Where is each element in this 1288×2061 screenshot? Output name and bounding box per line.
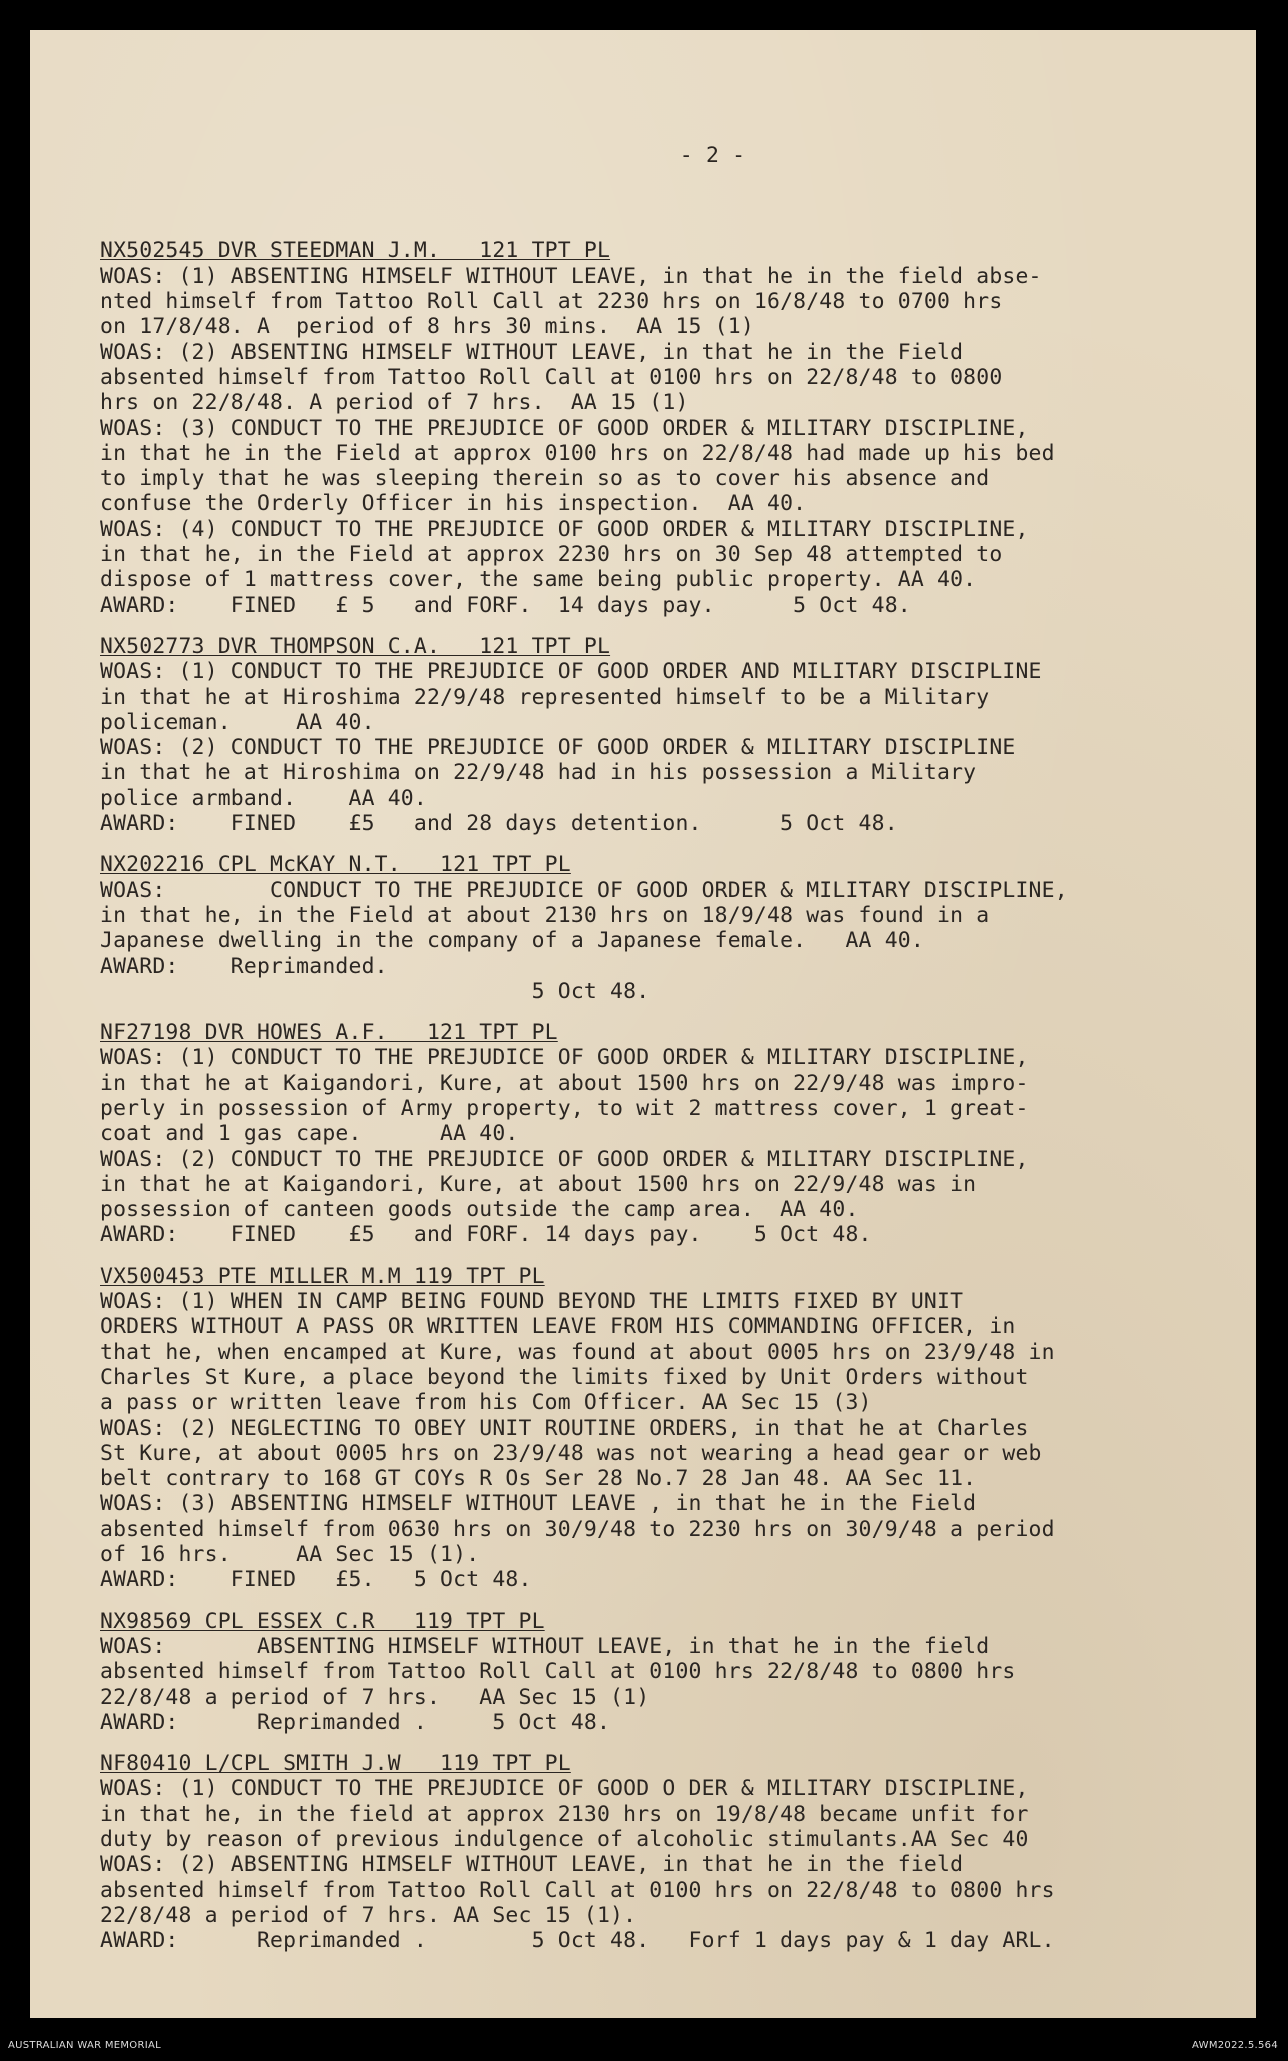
offence-entry — [100, 1020, 1215, 1248]
charge-line: perly in possession of Army property, to wit 2 mattress cover, 1 great- — [100, 1095, 1029, 1121]
charge-line: on 17/8/48. A period of 8 hrs 30 mins. AA 15 (1) — [100, 314, 754, 340]
charge-line: WOAS: (3) ABSENTING HIMSELF WITHOUT LEAVE , in that he in the Field — [100, 1491, 977, 1517]
charge-line: WOAS: (1) CONDUCT TO THE PREJUDICE OF GOOD O DER & MILITARY DISCIPLINE, — [100, 1776, 1029, 1802]
offence-entry — [100, 634, 1215, 836]
soldier-heading: VX500453 PTE MILLER M.M 119 TPT PL — [100, 1263, 545, 1289]
offence-entry — [100, 1609, 1215, 1735]
offence-entry — [100, 1264, 1215, 1593]
charge-line: to imply that he was sleeping therein so as to cover his absence and — [100, 466, 990, 492]
offence-entries — [100, 238, 1215, 1953]
charge-line: 22/8/48 a period of 7 hrs. AA Sec 15 (1). — [100, 1902, 637, 1928]
charge-line: 5 Oct 48. — [100, 978, 650, 1004]
charge-line: policeman. AA 40. — [100, 709, 375, 735]
charge-line: WOAS: (2) CONDUCT TO THE PREJUDICE OF GOOD ORDER & MILITARY DISCIPLINE — [100, 735, 1016, 761]
charge-line: a pass or written leave from his Com Officer. AA Sec 15 (3) — [100, 1390, 872, 1416]
award-line: AWARD: FINED £5 and 28 days detention. 5 Oct 48. — [100, 811, 898, 837]
soldier-heading: NX502773 DVR THOMPSON C.A. 121 TPT PL — [100, 633, 611, 659]
charge-line: absented himself from Tattoo Roll Call at 0100 hrs on 22/8/48 to 0800 — [100, 364, 1003, 390]
soldier-heading: NX502545 DVR STEEDMAN J.M. 121 TPT PL — [100, 238, 611, 264]
soldier-heading: NX98569 CPL ESSEX C.R 119 TPT PL — [100, 1608, 545, 1634]
footer-catalogue-id: AWM2022.5.564 — [1192, 2040, 1278, 2051]
page-number: - 2 - — [679, 142, 746, 168]
charge-line: WOAS: (2) ABSENTING HIMSELF WITHOUT LEAVE, in that he in the field — [100, 1852, 964, 1878]
typed-text — [100, 92, 1215, 1995]
charge-line: that he, when encamped at Kure, was found at about 0005 hrs on 23/9/48 in — [100, 1339, 1055, 1365]
charge-line: police armband. AA 40. — [100, 785, 427, 811]
charge-line: in that he at Kaigandori, Kure, at about 1500 hrs on 22/9/48 was impro- — [100, 1070, 1029, 1096]
charge-line: ORDERS WITHOUT A PASS OR WRITTEN LEAVE FROM HIS COMMANDING OFFICER, in — [100, 1314, 1016, 1340]
charge-line: in that he, in the field at approx 2130 hrs on 19/8/48 became unfit for — [100, 1801, 1029, 1827]
charge-line: WOAS: (2) CONDUCT TO THE PREJUDICE OF GOOD ORDER & MILITARY DISCIPLINE, — [100, 1146, 1029, 1172]
charge-line: in that he at Kaigandori, Kure, at about 1500 hrs on 22/9/48 was in — [100, 1171, 977, 1197]
charge-line: dispose of 1 mattress cover, the same being public property. AA 40. — [100, 567, 977, 593]
offence-entry — [100, 1751, 1215, 1953]
charge-line: in that he in the Field at approx 0100 hrs on 22/8/48 had made up his bed — [100, 440, 1055, 466]
charge-line: possession of canteen goods outside the camp area. AA 40. — [100, 1197, 859, 1223]
charge-line: WOAS: CONDUCT TO THE PREJUDICE OF GOOD ORDER & MILITARY DISCIPLINE, — [100, 877, 1068, 903]
charge-line: duty by reason of previous indulgence of alcoholic stimulants.AA Sec 40 — [100, 1827, 1029, 1852]
charge-line: absented himself from Tattoo Roll Call at 0100 hrs on 22/8/48 to 0800 hrs — [100, 1877, 1055, 1903]
charge-line: in that he, in the Field at about 2130 hrs on 18/9/48 was found in a — [100, 902, 990, 928]
award-line: AWARD: Reprimanded . 5 Oct 48. Forf 1 days pay & 1 day ARL. — [100, 1928, 1055, 1954]
charge-line: WOAS: (1) WHEN IN CAMP BEING FOUND BEYOND THE LIMITS FIXED BY UNIT — [100, 1289, 964, 1315]
charge-line: WOAS: ABSENTING HIMSELF WITHOUT LEAVE, in that he in the field — [100, 1633, 990, 1659]
charge-line: Japanese dwelling in the company of a Japanese female. AA 40. — [100, 928, 924, 954]
charge-line: WOAS: (1) ABSENTING HIMSELF WITHOUT LEAVE, in that he in the field abse- — [100, 263, 1042, 289]
charge-line: confuse the Orderly Officer in his inspection. AA 40. — [100, 491, 807, 517]
charge-line: WOAS: (4) CONDUCT TO THE PREJUDICE OF GOOD ORDER & MILITARY DISCIPLINE, — [100, 516, 1029, 542]
charge-line: absented himself from Tattoo Roll Call at 0100 hrs 22/8/48 to 0800 hrs — [100, 1659, 1016, 1685]
charge-line: WOAS: (2) ABSENTING HIMSELF WITHOUT LEAVE, in that he in the Field — [100, 339, 964, 365]
charge-line: Charles St Kure, a place beyond the limits fixed by Unit Orders without — [100, 1364, 1029, 1390]
award-line: AWARD: FINED £5. 5 Oct 48. — [100, 1567, 532, 1593]
charge-line: WOAS: (1) CONDUCT TO THE PREJUDICE OF GOOD ORDER AND MILITARY DISCIPLINE — [100, 659, 1042, 685]
charge-line: WOAS: (3) CONDUCT TO THE PREJUDICE OF GOOD ORDER & MILITARY DISCIPLINE, — [100, 415, 1029, 441]
soldier-heading: NX202216 CPL McKAY N.T. 121 TPT PL — [100, 852, 571, 878]
charge-line: in that he at Hiroshima on 22/9/48 had in his possession a Military — [100, 760, 977, 786]
award-line: AWARD: FINED £5 and FORF. 14 days pay. 5 Oct 48. — [100, 1222, 872, 1248]
charge-line: nted himself from Tattoo Roll Call at 2230 hrs on 16/8/48 to 0700 hrs — [100, 289, 1003, 315]
offence-entry — [100, 852, 1215, 1004]
charge-line: hrs on 22/8/48. A period of 7 hrs. AA 15 (1) — [100, 390, 689, 416]
charge-line: in that he, in the Field at approx 2230 hrs on 30 Sep 48 attempted to — [100, 542, 1003, 568]
charge-line: of 16 hrs. AA Sec 15 (1). — [100, 1542, 480, 1568]
footer-source: AUSTRALIAN WAR MEMORIAL — [8, 2040, 161, 2051]
soldier-heading: NF27198 DVR HOWES A.F. 121 TPT PL — [100, 1020, 558, 1046]
award-line: AWARD: FINED £ 5 and FORF. 14 days pay. 5 Oct 48. — [100, 592, 911, 618]
charge-line: WOAS: (1) CONDUCT TO THE PREJUDICE OF GOOD ORDER & MILITARY DISCIPLINE, — [100, 1045, 1029, 1071]
charge-line: coat and 1 gas cape. AA 40. — [100, 1121, 519, 1147]
soldier-heading: NF80410 L/CPL SMITH J.W 119 TPT PL — [100, 1751, 571, 1777]
charge-line: absented himself from 0630 hrs on 30/9/48 to 2230 hrs on 30/9/48 a period — [100, 1516, 1055, 1542]
charge-line: belt contrary to 168 GT COYs R Os Ser 28 No.7 28 Jan 48. AA Sec 11. — [100, 1466, 977, 1492]
award-line: AWARD: Reprimanded . 5 Oct 48. — [100, 1709, 611, 1735]
offence-entry — [100, 238, 1215, 617]
charge-line: WOAS: (2) NEGLECTING TO OBEY UNIT ROUTINE ORDERS, in that he at Charles — [100, 1415, 1029, 1441]
award-line: AWARD: Reprimanded. — [100, 953, 388, 979]
charge-line: 22/8/48 a period of 7 hrs. AA Sec 15 (1) — [100, 1684, 650, 1710]
charge-line: St Kure, at about 0005 hrs on 23/9/48 was not wearing a head gear or web — [100, 1440, 1042, 1466]
charge-line: in that he at Hiroshima 22/9/48 represented himself to be a Military — [100, 684, 990, 710]
